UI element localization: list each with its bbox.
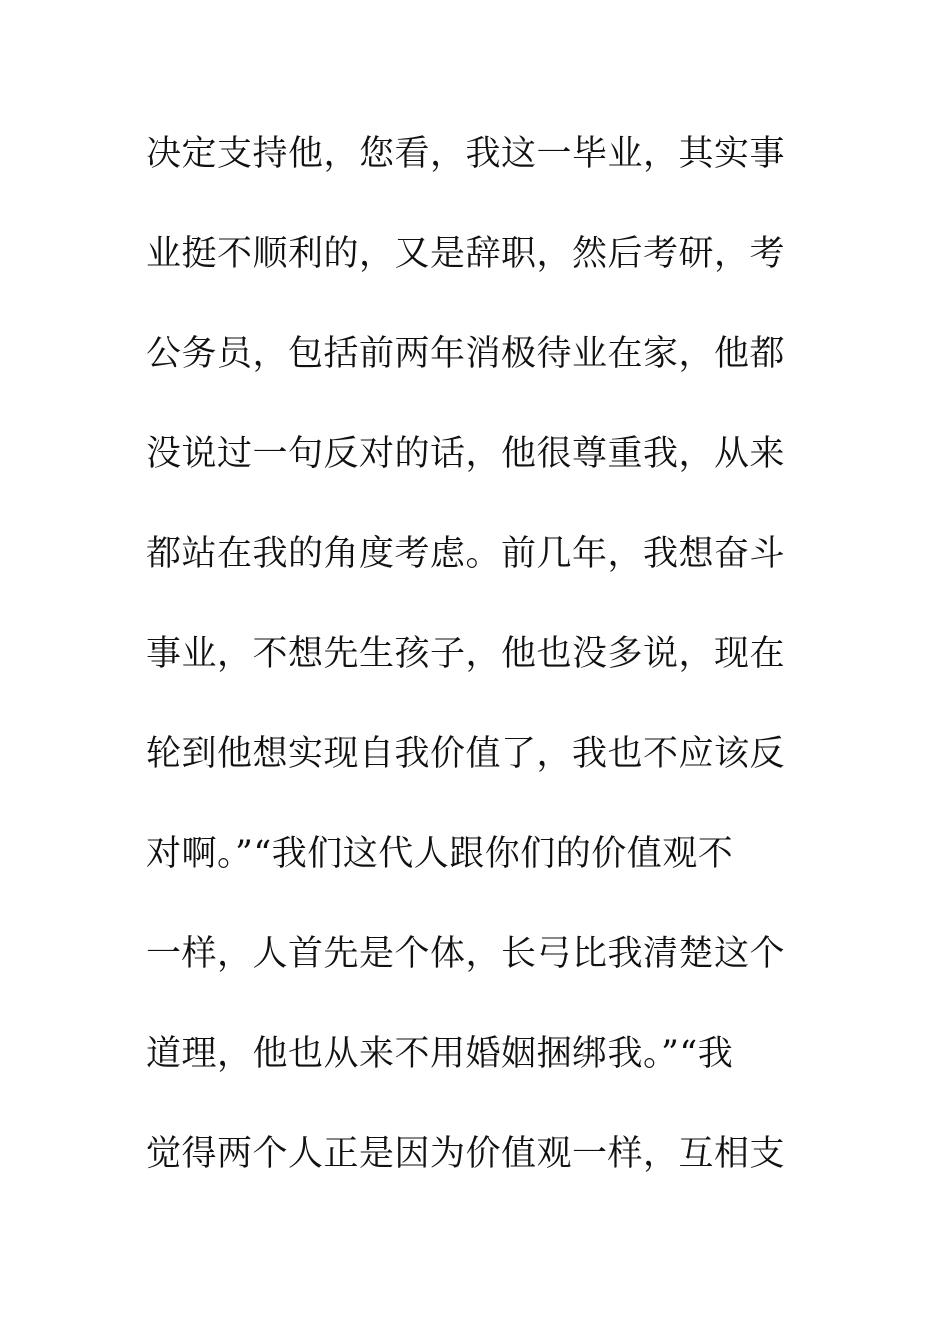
text-line: 业挺不顺利的，又是辞职，然后考研，考 xyxy=(146,234,786,274)
text-line: 觉得两个人正是因为价值观一样，互相支 xyxy=(146,1134,786,1174)
text-line: 公务员，包括前两年消极待业在家，他都 xyxy=(146,334,786,374)
text-line: 对啊。”“我们这代人跟你们的价值观不 xyxy=(146,834,734,874)
body-text xyxy=(146,122,786,1222)
text-line: 没说过一句反对的话，他很尊重我，从来 xyxy=(146,434,786,474)
text-line: 轮到他想实现自我价值了，我也不应该反 xyxy=(146,734,786,774)
text-line: 事业，不想先生孩子，他也没多说，现在 xyxy=(146,634,786,674)
text-line: 决定支持他，您看，我这一毕业，其实事 xyxy=(146,134,786,174)
text-line: 道理，他也从来不用婚姻捆绑我。”“我 xyxy=(146,1034,734,1074)
text-line: 都站在我的角度考虑。前几年，我想奋斗 xyxy=(146,534,786,574)
text-line: 一样，人首先是个体，长弓比我清楚这个 xyxy=(146,934,786,974)
